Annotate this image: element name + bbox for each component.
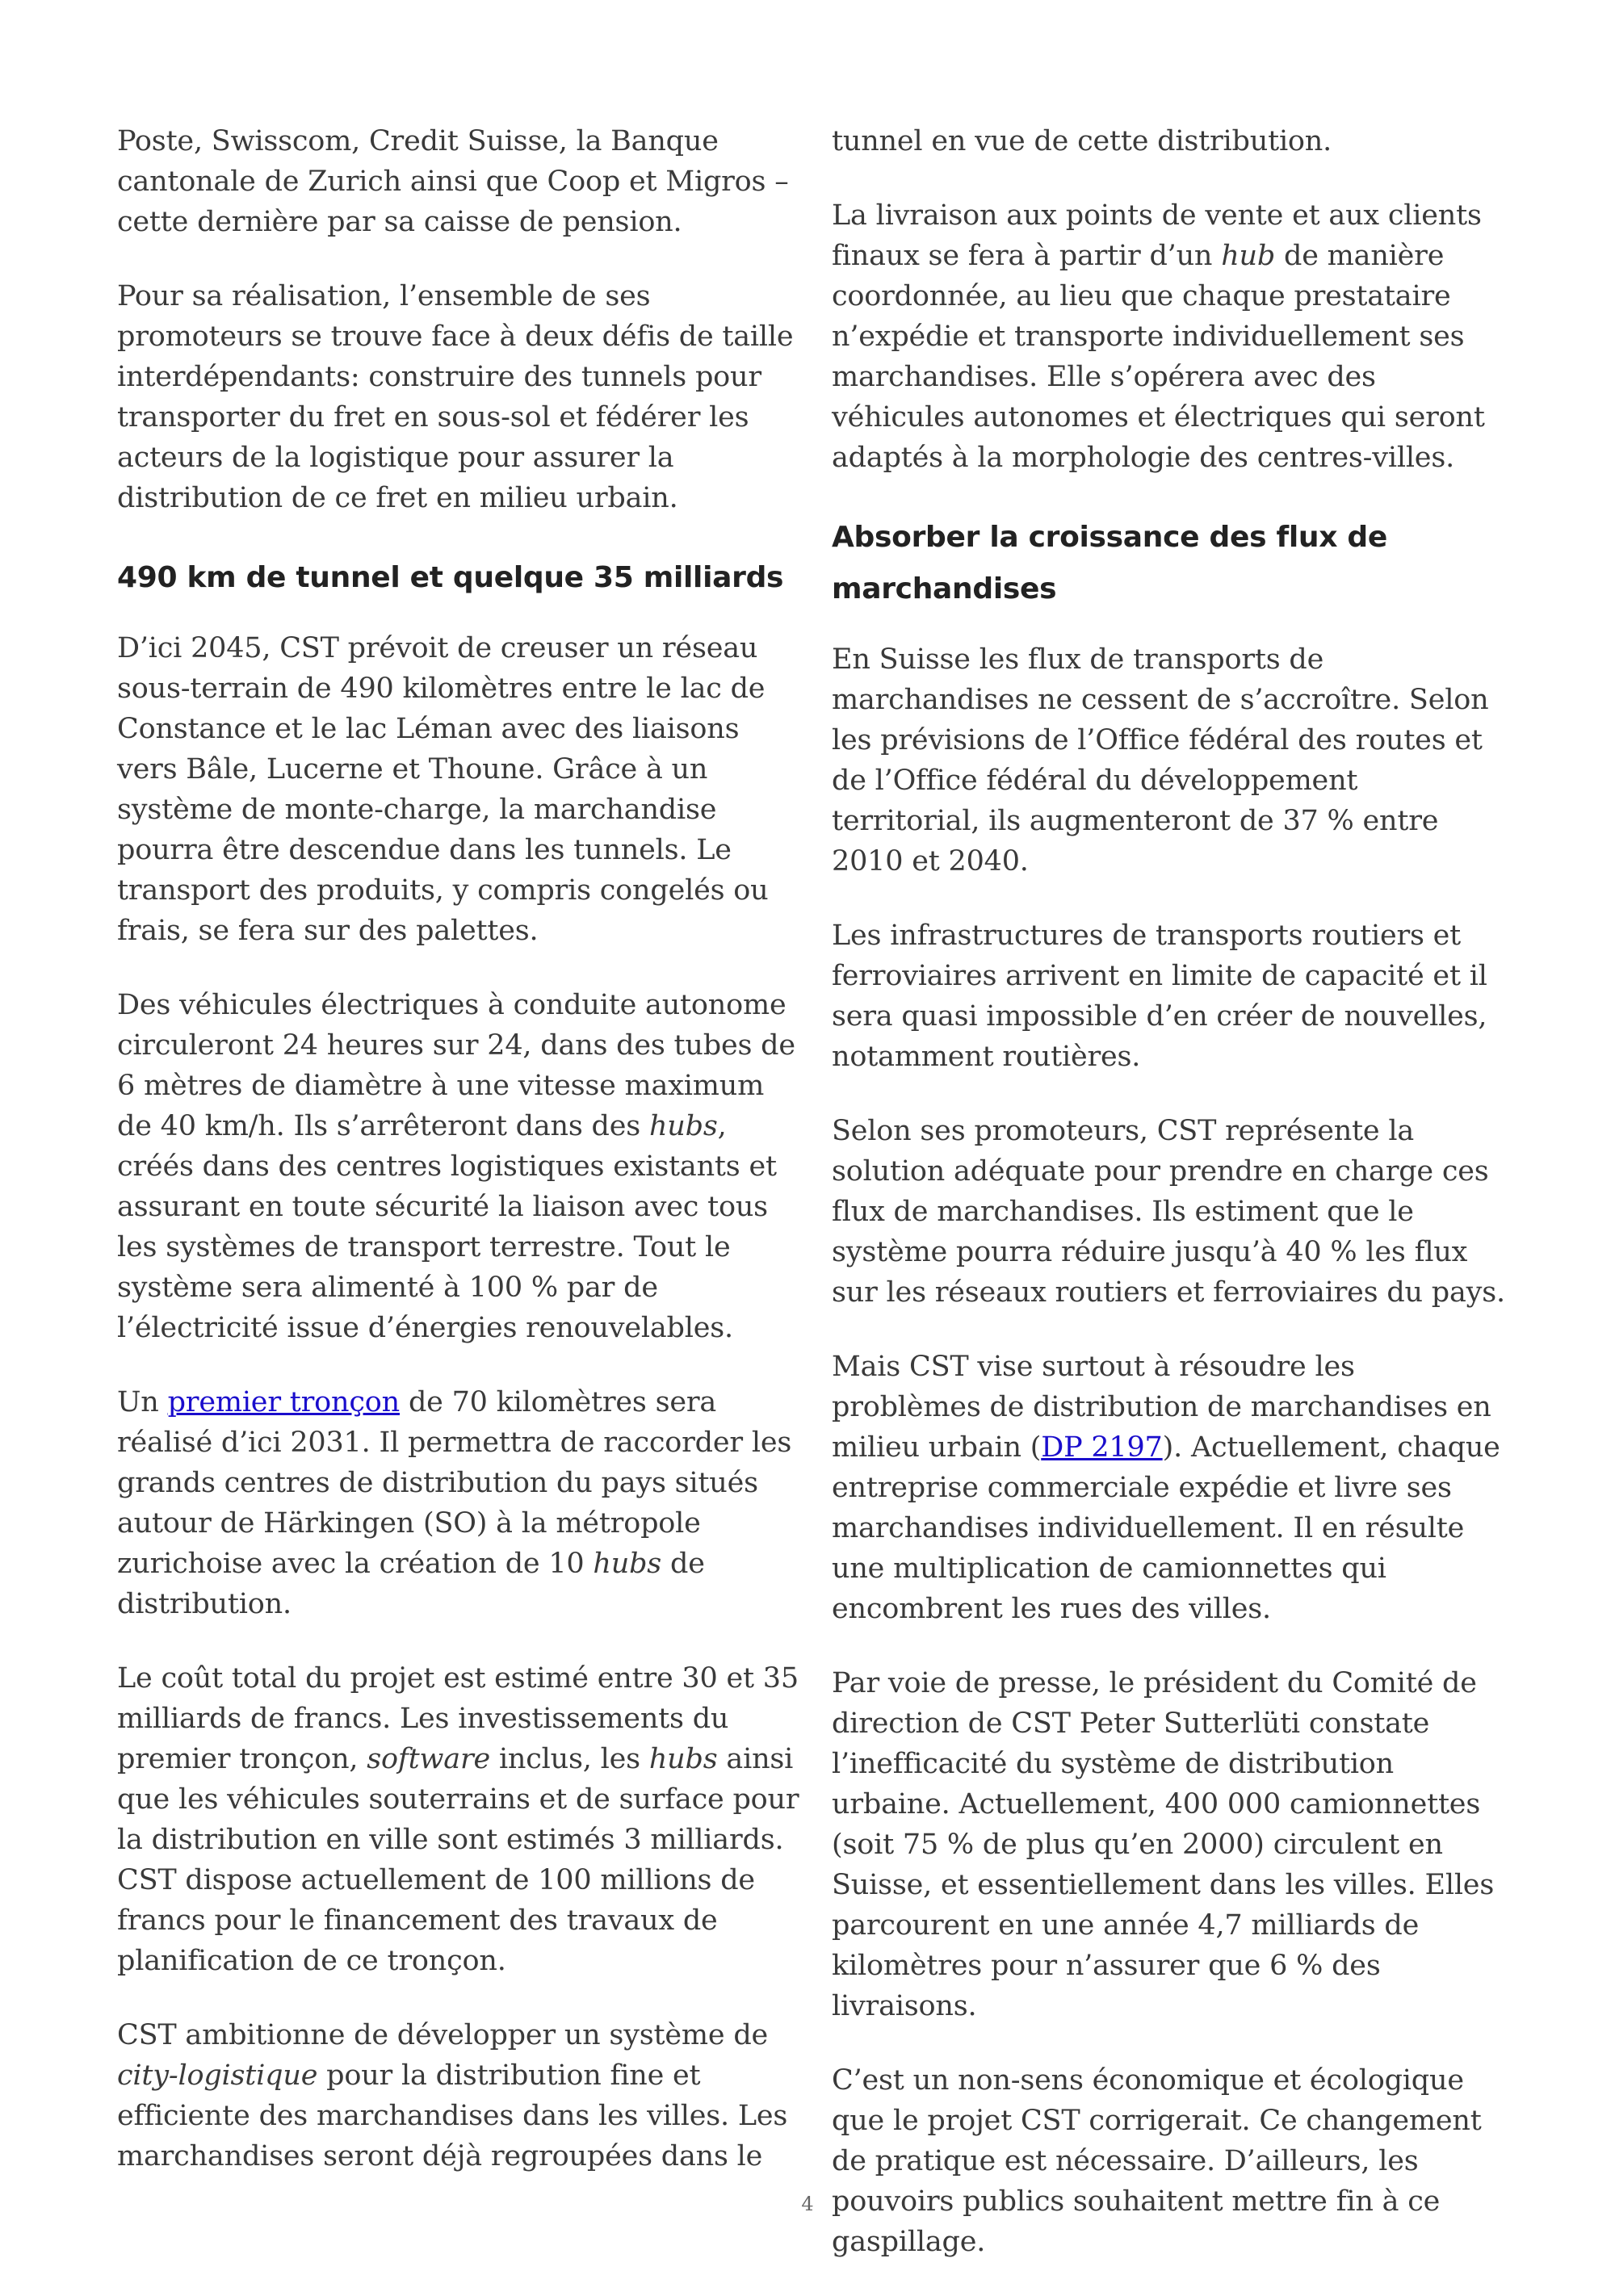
emphasis: software <box>367 1743 491 1775</box>
emphasis: hubs <box>648 1743 718 1775</box>
paragraph: Poste, Swisscom, Credit Suisse, la Banque cantonale de Zurich ainsi que Coop et Migros – cette dernière par sa caisse de pension. <box>117 125 789 238</box>
section-heading: Absorber la croissance des flux de marchandises <box>832 521 1387 605</box>
paragraph: Les infrastructures de transports routiers et ferroviaires arrivent en limite de capacité et il sera quasi impossible d’en créer de nouvelles, notamment routières. <box>832 920 1487 1073</box>
text-run: de distribution. <box>117 1548 705 1620</box>
paragraph: En Suisse les flux de transports de marchandises ne cessent de s’accroître. Selon les prévisions de l’Office fédéral des routes et de l’Office fédéral du développement territorial, ils augmenteront de 37 % entre 2010 et 2040. <box>832 643 1489 878</box>
paragraph: tunnel en vue de cette distribution. <box>832 125 1332 157</box>
text-run: de 70 kilomètres sera réalisé d’ici 2031. Il permettra de raccorder les grands centres de distribution du pays situés autour de Härkingen (SO) à la métropole zurichoise avec la création de 10 <box>117 1386 792 1580</box>
paragraph: Selon ses promoteurs, CST représente la solution adéquate pour prendre en charge ces flux de marchandises. Ils estiment que le système pourra réduire jusqu’à 40 % les flux sur les réseaux routiers et ferroviaires du pays. <box>832 1115 1505 1309</box>
text-run: Le coût total du projet est estimé entre 30 et 35 milliards de francs. Les investissements du premier tronçon, <box>117 1662 799 1775</box>
paragraph <box>832 195 1510 478</box>
text-run: ). Actuellement, chaque entreprise commerciale expédie et livre ses marchandises individuellement. Il en résulte une multiplication de camionnettes qui encombrent les rues des villes. <box>832 1431 1500 1625</box>
paragraph <box>117 1658 803 1981</box>
paragraph <box>117 1382 803 1624</box>
text-run: ainsi que les véhicules souterrains et de surface pour la distribution en ville sont estimés 3 milliards. CST dispose actuellement de 100 millions de francs pour le financement des travaux de planification de ce tronçon. <box>117 1743 799 1977</box>
paragraph <box>117 985 803 1348</box>
dp-2197-link[interactable]: DP 2197 <box>1041 1431 1163 1464</box>
paragraph <box>832 1347 1510 1629</box>
left-column <box>117 121 803 2210</box>
text-run: Mais CST vise surtout à résoudre les problèmes de distribution de marchandises en milieu urbain ( <box>832 1351 1491 1464</box>
paragraph: D’ici 2045, CST prévoit de creuser un réseau sous-terrain de 490 kilomètres entre le lac de Constance et le lac Léman avec des liaisons vers Bâle, Lucerne et Thoune. Grâce à un système de monte-charge, la marchandise pourra être descendue dans les tunnels. Le transport des produits, y compris congelés ou frais, se fera sur des palettes. <box>117 632 769 947</box>
paragraph: Pour sa réalisation, l’ensemble de ses promoteurs se trouve face à deux défis de taille interdépendants: construire des tunnels pour transporter du fret en sous-sol et fédérer les acteurs de la logistique pour assurer la distribution de ce fret en milieu urbain. <box>117 280 794 514</box>
text-run: , créés dans des centres logistiques existants et assurant en toute sécurité la liaison avec tous les systèmes de transport terrestre. Tout le système sera alimenté à 100 % par de l’électricité issue d’énergies renouvelables. <box>117 1110 777 1344</box>
emphasis: hubs <box>648 1110 718 1142</box>
text-run: de manière coordonnée, au lieu que chaque prestataire n’expédie et transporte individuellement ses marchandises. Elle s’opérera avec des véhicules autonomes et électriques qui seront adaptés à la morphologie des centres-villes. <box>832 240 1485 474</box>
emphasis: city-logistique <box>117 2059 318 2092</box>
paragraph: Par voie de presse, le président du Comité de direction de CST Peter Sutterlüti constate l’inefficacité du système de distribution urbaine. Actuellement, 400 000 camionnettes (soit 75 % de plus qu’en 2000) circulent en Suisse, et essentiellement dans les villes. Elles parcourent en une année 4,7 milliards de kilomètres pour n’assurer que 6 % des livraisons. <box>832 1667 1495 2022</box>
text-run: inclus, les <box>490 1743 649 1775</box>
right-column <box>832 121 1510 2296</box>
premier-troncon-link[interactable]: premier tronçon <box>167 1386 401 1418</box>
text-run: Un <box>117 1386 168 1418</box>
paragraph: C’est un non-sens économique et écologique que le projet CST corrigerait. Ce changement de pratique est nécessaire. D’ailleurs, les pouvoirs publics souhaitent mettre fin à ce gaspillage. <box>832 2064 1482 2258</box>
text-run: CST ambitionne de développer un système de <box>117 2019 769 2051</box>
text-run: Des véhicules électriques à conduite autonome circuleront 24 heures sur 24, dans des tubes de 6 mètres de diamètre à une vitesse maximum de 40 km/h. Ils s’arrêteront dans des <box>117 989 795 1142</box>
emphasis: hubs <box>593 1548 662 1580</box>
emphasis: hub <box>1221 240 1276 272</box>
text-run: pour la distribution fine et efficiente des marchandises dans les villes. Les marchandises seront déjà regroupées dans le <box>117 2059 788 2172</box>
section-heading: 490 km de tunnel et quelque 35 milliards <box>117 561 784 594</box>
page-number: 4 <box>801 2193 814 2215</box>
text-run: La livraison aux points de vente et aux clients finaux se fera à partir d’un <box>832 199 1482 272</box>
paragraph <box>117 2015 803 2177</box>
